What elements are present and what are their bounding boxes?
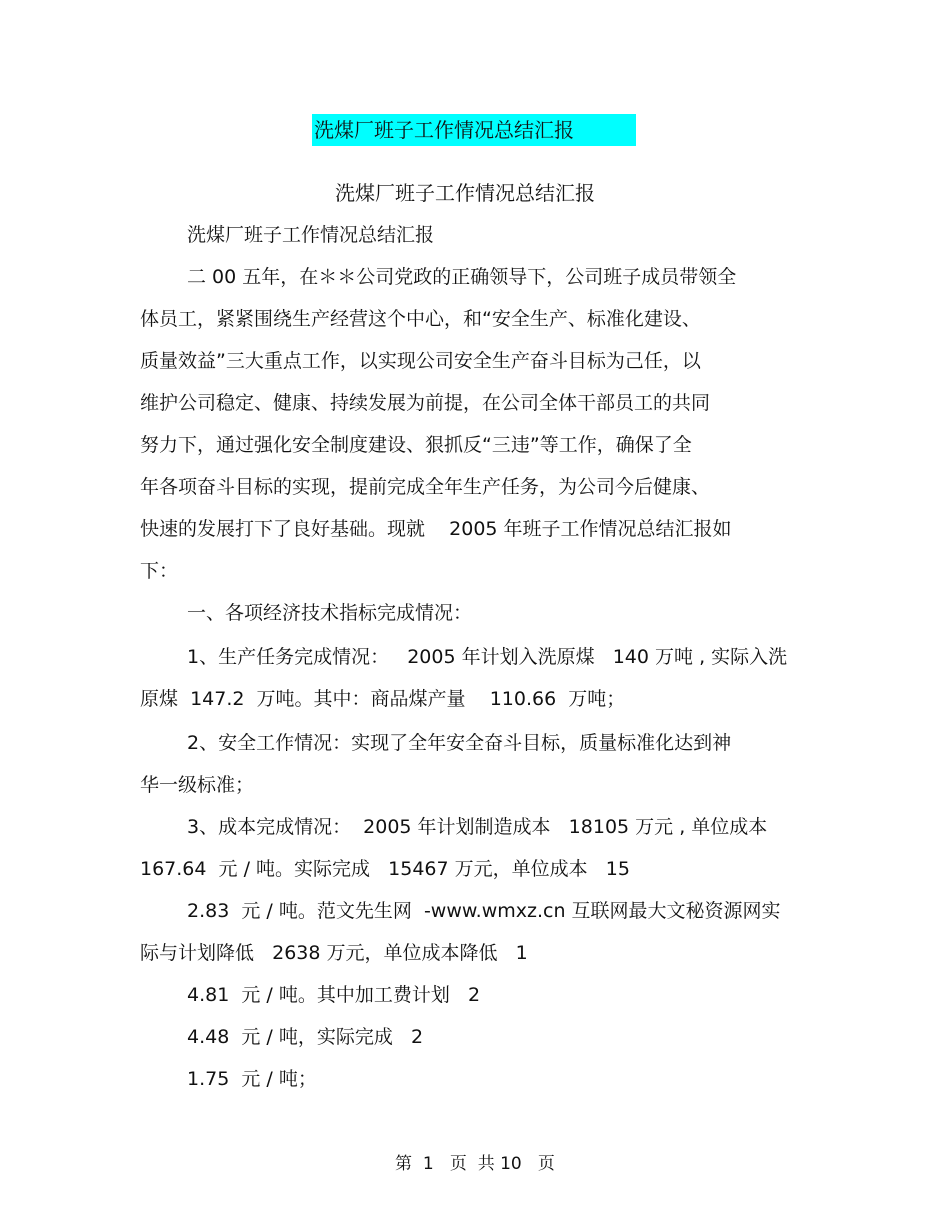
paragraph-line: 快速的发展打下了良好基础。现就 2005 年班子工作情况总结汇报如 [140,518,732,540]
paragraph-line: 4.48 元 / 吨，实际完成 2 [187,1026,424,1048]
paragraph-line: 年各项奋斗目标的实现，提前完成全年生产任务，为公司今后健康、 [140,476,711,498]
paragraph-line: 洗煤厂班子工作情况总结汇报 [187,224,435,246]
paragraph-line: 体员工，紧紧围绕生产经营这个中心，和“安全生产、标准化建设、 [140,308,701,330]
document-title: 洗煤厂班子工作情况总结汇报 [314,118,574,142]
paragraph-line: 167.64 元 / 吨。实际完成 15467 万元，单位成本 15 [140,858,630,880]
paragraph-line: 努力下，通过强化安全制度建设、狠抓反“三违”等工作，确保了全 [140,434,692,456]
paragraph-line: 1、生产任务完成情况： 2005 年计划入洗原煤 140 万吨 , 实际入洗 [187,646,788,668]
paragraph-line: 下： [140,560,179,582]
paragraph-line: 1.75 元 / 吨； [187,1068,317,1090]
paragraph-line: 维护公司稳定、健康、持续发展为前提，在公司全体干部员工的共同 [140,392,711,414]
paragraph-line: 3、成本完成情况： 2005 年计划制造成本 18105 万元 , 单位成本 [187,816,768,838]
paragraph-line: 际与计划降低 2638 万元，单位成本降低 1 [140,942,528,964]
section-heading: 一、各项经济技术指标完成情况： [187,602,473,624]
paragraph-line: 4.81 元 / 吨。其中加工费计划 2 [187,984,481,1006]
paragraph-line: 2、安全工作情况：实现了全年安全奋斗目标，质量标准化达到神 [187,732,732,754]
document-subtitle: 洗煤厂班子工作情况总结汇报 [335,181,595,205]
paragraph-line: 二 00 五年，在＊＊公司党政的正确领导下，公司班子成员带领全 [187,266,737,288]
paragraph-line: 华一级标准； [140,774,255,796]
paragraph-line: 原煤 147.2 万吨。其中：商品煤产量 110.66 万吨； [140,688,626,710]
paragraph-line: 质量效益”三大重点工作，以实现公司安全生产奋斗目标为己任，以 [140,350,701,372]
page-number-footer: 第 1 页 共 10 页 [395,1154,555,1174]
paragraph-line: 2.83 元 / 吨。范文先生网 -www.wmxz.cn 互联网最大文秘资源网实 [187,900,781,922]
